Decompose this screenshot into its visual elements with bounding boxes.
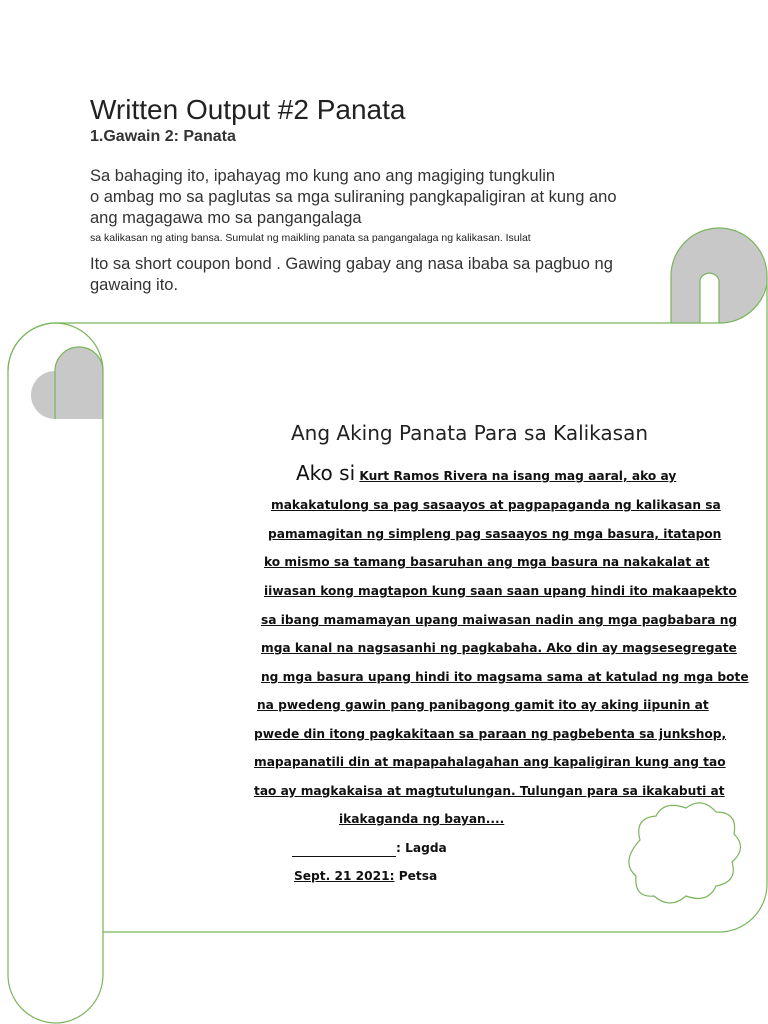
page-subtitle: 1.Gawain 2: Panata <box>90 128 236 145</box>
petsa-value: Sept. 21 2021: <box>294 869 395 883</box>
instruction-line-4: Ito sa short coupon bond . Gawing gabay ang nasa ibaba sa pagbuo ng <box>90 255 613 273</box>
panata-line: na pwedeng gawin pang panibagong gamit ito ay aking iipunin at <box>257 698 709 712</box>
petsa-row <box>294 869 437 883</box>
instruction-line-1: Sa bahaging ito, ipahayag mo kung ano ang magiging tungkulin <box>90 167 556 185</box>
instruction-line-3: ang magagawa mo sa pangangalaga <box>90 209 362 227</box>
lagda-label: : Lagda <box>396 841 447 855</box>
ako-si-text: Ako si <box>296 461 356 485</box>
signature-line <box>292 842 396 857</box>
petsa-label: Petsa <box>394 869 438 883</box>
panata-line: iiwasan kong magtapon kung saan saan upang hindi ito makaapekto <box>264 584 737 598</box>
panata-line: mga kanal na nagsasanhi ng pagkabaha. Ako din ay magsesegregate <box>261 641 737 655</box>
cloud-shape <box>629 803 741 903</box>
panata-line: ng mga basura upang hindi ito magsama sama at katulad ng mga bote <box>261 670 749 684</box>
panata-line: sa ibang mamamayan upang maiwasan nadin ang mga pagbabara ng <box>261 613 738 627</box>
panata-title: Ang Aking Panata Para sa Kalikasan <box>291 421 649 445</box>
instruction-line-5: gawaing ito. <box>90 276 179 294</box>
panata-line: ikakaganda ng bayan.... <box>339 812 505 826</box>
instruction-small-line: sa kalikasan ng ating bansa. Sumulat ng maikling panata sa pangangalaga ng kalikasan. Isulat <box>90 232 531 244</box>
page-title: Written Output #2 Panata <box>90 94 406 125</box>
panata-line: ko mismo sa tamang basaruhan ang mga basura na nakakalat at <box>264 555 710 569</box>
instruction-line-2: o ambag mo sa paglutas sa mga suliraning pangkapaligiran at kung ano <box>90 188 617 206</box>
panata-line: pwede din itong pagkakitaan sa paraan ng pagbebenta sa junkshop, <box>254 727 727 741</box>
panata-first-line <box>296 461 676 485</box>
panata-line: Kurt Ramos Rivera na isang mag aaral, ako ay <box>359 469 677 483</box>
panata-line: makakatulong sa pag sasaayos at pagpapaganda ng kalikasan sa <box>271 498 721 512</box>
panata-line: mapapanatili din at mapapahalagahan ang kapaligiran kung ang tao <box>254 755 726 769</box>
panata-line: pamamagitan ng simpleng pag sasaayos ng mga basura, itatapon <box>268 527 722 541</box>
panata-line: tao ay magkakaisa at magtutulungan. Tulungan para sa ikakabuti at <box>254 784 725 798</box>
